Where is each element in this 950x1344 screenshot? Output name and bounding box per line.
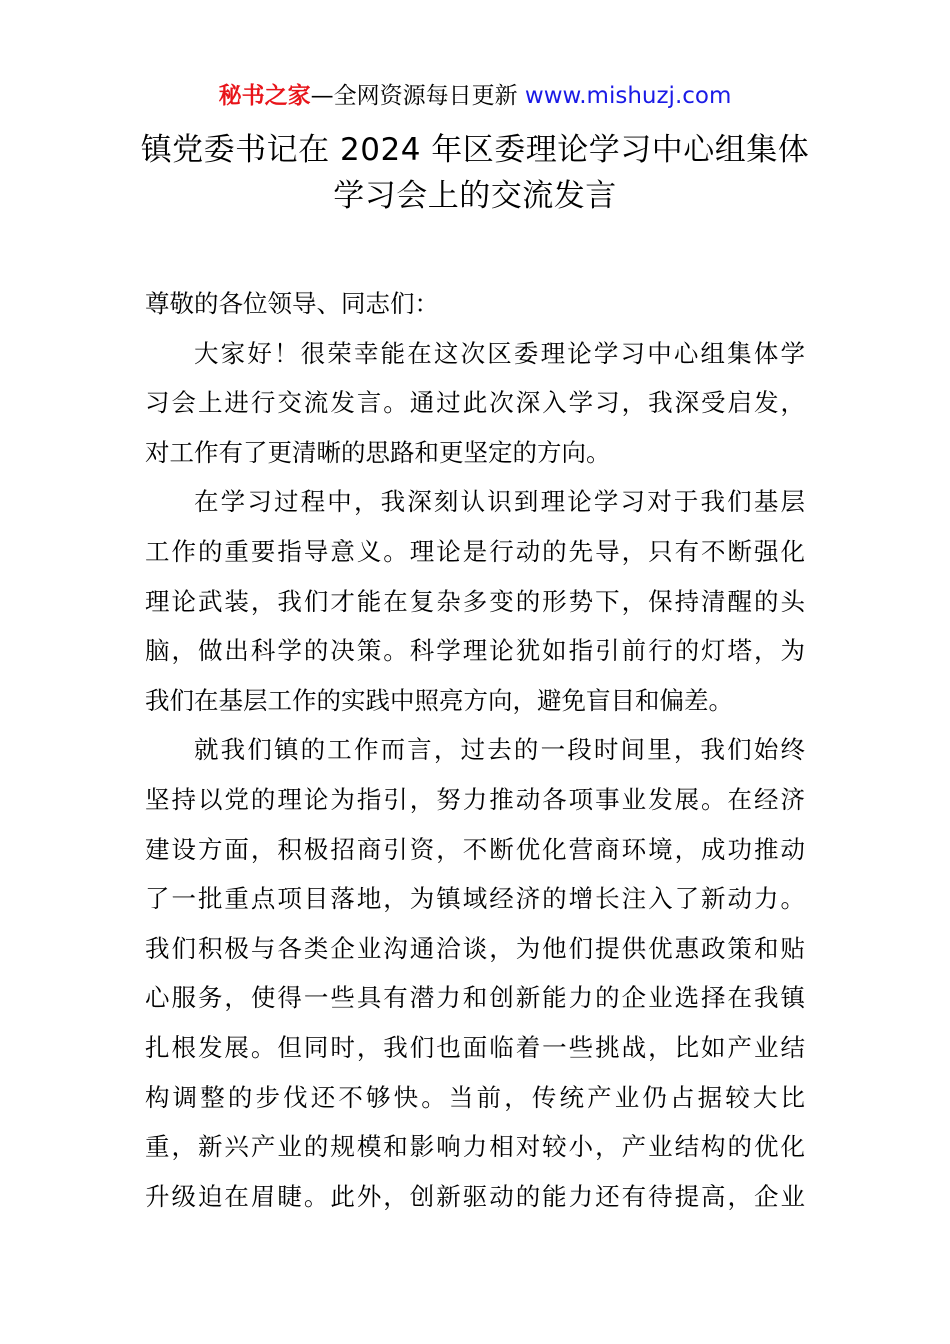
paragraph-line: 扎根发展。但同时，我们也面临着一些挑战，比如产业结: [145, 1032, 805, 1062]
document-title: [100, 127, 850, 219]
paragraph-line: 在学习过程中，我深刻认识到理论学习对于我们基层: [194, 487, 805, 517]
paragraph-line: 理论武装，我们才能在复杂多变的形势下，保持清醒的头: [145, 586, 805, 616]
paragraph-line: 对工作有了更清晰的思路和更坚定的方向。: [145, 437, 611, 467]
paragraph-line: 大家好！很荣幸能在这次区委理论学习中心组集体学: [194, 338, 805, 368]
site-watermark-header: [0, 80, 950, 112]
watermark-url-link[interactable]: www.mishuzj.com: [524, 83, 732, 109]
paragraph-line: 习会上进行交流发言。通过此次深入学习，我深受启发，: [145, 388, 805, 418]
paragraph: [145, 329, 805, 478]
paragraph-line: 我们积极与各类企业沟通洽谈，为他们提供优惠政策和贴: [145, 933, 805, 963]
watermark-brand: 秘书之家: [218, 83, 311, 109]
paragraph: [145, 477, 805, 725]
title-line: 学习会上的交流发言: [333, 178, 617, 214]
paragraph-line: 我们在基层工作的实践中照亮方向，避免盲目和偏差。: [145, 685, 733, 715]
title-line: 镇党委书记在 2024 年区委理论学习中心组集体: [140, 132, 810, 168]
paragraph-line: 就我们镇的工作而言，过去的一段时间里，我们始终: [194, 735, 805, 765]
paragraph-line: 心服务，使得一些具有潜力和创新能力的企业选择在我镇: [145, 983, 805, 1013]
paragraph-line: 坚持以党的理论为指引，努力推动各项事业发展。在经济: [145, 784, 805, 814]
paragraph-line: 重，新兴产业的规模和影响力相对较小，产业结构的优化: [145, 1132, 805, 1162]
paragraph-line: 脑，做出科学的决策。科学理论犹如指引前行的灯塔，为: [145, 636, 805, 666]
paragraph-line: 了一批重点项目落地，为镇域经济的增长注入了新动力。: [145, 884, 805, 914]
paragraph-line: 建设方面，积极招商引资，不断优化营商环境，成功推动: [145, 834, 805, 864]
document-body: [145, 279, 805, 1221]
salutation: 尊敬的各位领导、同志们：: [145, 289, 439, 318]
paragraph-line: 升级迫在眉睫。此外，创新驱动的能力还有待提高，企业: [145, 1181, 805, 1211]
paragraph-line: 工作的重要指导意义。理论是行动的先导，只有不断强化: [145, 536, 805, 566]
paragraph-line: 构调整的步伐还不够快。当前，传统产业仍占据较大比: [145, 1082, 805, 1112]
paragraph: [145, 725, 805, 1221]
watermark-tagline: —全网资源每日更新: [310, 83, 525, 109]
